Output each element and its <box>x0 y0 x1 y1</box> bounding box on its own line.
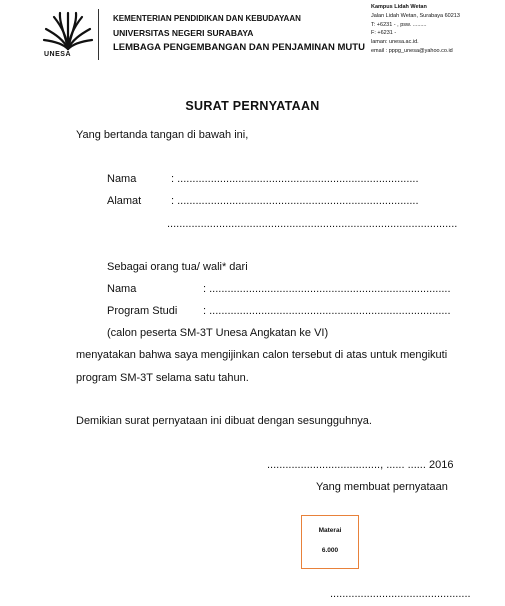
intro-text: Yang bertanda tangan di bawah ini, <box>76 129 249 141</box>
prodi-label: Program Studi <box>107 305 178 317</box>
participant-note: (calon peserta SM-3T Unesa Angkatan ke VI) <box>107 327 329 339</box>
date-line[interactable]: ....................................., ...... ...... 2016 <box>267 459 454 471</box>
prodi-field[interactable]: : ............................................................................... <box>203 305 451 317</box>
nama2-field[interactable]: : ............................................................................... <box>203 283 451 295</box>
institute-name: LEMBAGA PENGEMBANGAN DAN PENJAMINAN MUTU <box>113 42 365 53</box>
alamat-field[interactable]: : ............................................................................... <box>171 195 419 207</box>
address-campus: Kampus Lidah Wetan <box>371 4 427 10</box>
stamp-value: 6.000 <box>321 547 339 554</box>
university-name: UNIVERSITAS NEGERI SURABAYA <box>113 28 254 38</box>
address-block <box>371 3 460 56</box>
alamat-label: Alamat <box>107 195 142 207</box>
nama2-label: Nama <box>107 283 137 295</box>
statement-line-2: program SM-3T selama satu tahun. <box>76 372 249 384</box>
nama-field[interactable]: : ............................................................................... <box>171 173 419 185</box>
parent-line: Sebagai orang tua/ wali* dari <box>107 261 248 273</box>
address-street: Jalan Lidah Wetan, Surabaya 60213 <box>371 12 460 19</box>
materai-stamp-box <box>301 515 359 569</box>
address-web: laman: unesa.ac.id. <box>371 39 419 46</box>
signature-line[interactable]: .............................................. <box>330 588 471 600</box>
header-divider <box>98 9 99 60</box>
stamp-label: Materai <box>318 527 342 534</box>
signer-label: Yang membuat pernyataan <box>316 481 448 493</box>
ministry-name: KEMENTERIAN PENDIDIKAN DAN KEBUDAYAAN <box>113 14 301 23</box>
address-fax: F: +6231 - <box>371 30 397 37</box>
alamat-field-continued[interactable]: ............................................................................................... <box>167 218 458 230</box>
logo-text: UNESA <box>44 51 72 58</box>
document-title: SURAT PERNYATAAN <box>185 99 320 113</box>
closing-text: Demikian surat pernyataan ini dibuat dengan sesungguhnya. <box>76 415 372 427</box>
nama-label: Nama <box>107 173 137 185</box>
address-email: email : pppg_unesa@yahoo.co.id <box>371 47 453 54</box>
address-phone: T: +6231 - , psw. ......... <box>371 21 427 28</box>
statement-line-1: menyatakan bahwa saya mengijinkan calon tersebut di atas untuk mengikuti <box>76 349 448 361</box>
